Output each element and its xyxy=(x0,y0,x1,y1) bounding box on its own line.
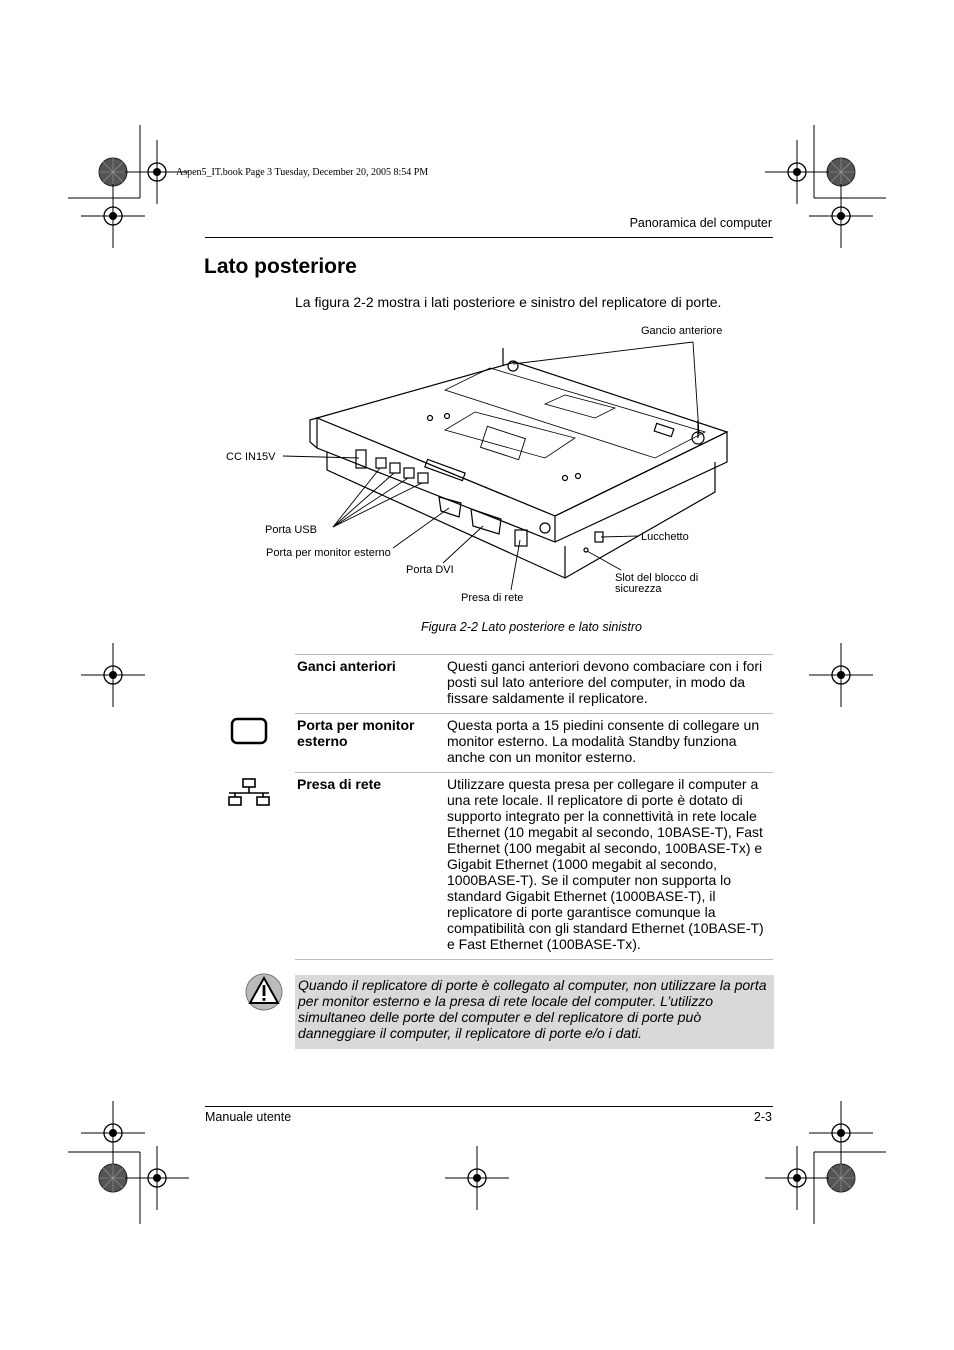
port-replicator-drawing xyxy=(215,320,735,615)
term-cell: Presa di rete xyxy=(295,773,447,960)
definition-cell: Questa porta a 15 piedini consente di collegare un monitor esterno. La modalità Standby funziona anche con un monitor esterno. xyxy=(447,714,773,773)
monitor-icon xyxy=(228,716,268,746)
description-table xyxy=(295,654,773,960)
lan-jack xyxy=(515,530,527,546)
print-info-line: Aspen5_IT.book Page 3 Tuesday, December 20, 2005 8:54 PM xyxy=(176,167,429,178)
usb-leader-1 xyxy=(333,468,380,527)
monitor-leader xyxy=(393,508,449,548)
label-porta-usb: Porta USB xyxy=(265,524,317,536)
term-cell: Porta per monitor esterno xyxy=(295,714,447,773)
definition-cell: Questi ganci anteriori devono combaciare con i fori posti sul lato anteriore del computer, in modo da fissare saldamente il replicatore. xyxy=(447,655,773,714)
intro-paragraph: La figura 2-2 mostra i lati posteriore e sinistro del replicatore di porte. xyxy=(295,294,722,310)
table-row xyxy=(295,773,773,960)
warning-icon xyxy=(245,972,283,1012)
label-porta-dvi: Porta DVI xyxy=(406,564,454,576)
label-porta-monitor: Porta per monitor esterno xyxy=(266,547,391,559)
gancio-leader-1 xyxy=(513,342,693,364)
running-header: Panoramica del computer xyxy=(629,216,772,230)
section-title: Lato posteriore xyxy=(204,255,357,278)
label-cc-in: CC IN15V xyxy=(226,451,276,463)
term-cell: Ganci anteriori xyxy=(295,655,447,714)
lucchetto-leader xyxy=(601,536,639,537)
label-slot-line1: Slot del blocco di xyxy=(615,572,699,584)
footer-manual-title: Manuale utente xyxy=(205,1110,292,1124)
usb-leader-3 xyxy=(333,478,408,527)
table-row xyxy=(295,655,773,714)
table-row xyxy=(295,714,773,773)
label-gancio-anteriore: Gancio anteriore xyxy=(641,325,723,337)
gancio-leader-2 xyxy=(693,342,699,434)
port-replicator-figure xyxy=(215,320,735,620)
footer-rule xyxy=(205,1106,773,1107)
warning-note: Quando il replicatore di porte è collegato al computer, non utilizzare la porta per monitor esterno e la presa di rete locale del computer. L’utilizzo simultaneo delle porte del computer e del replicatore di porte può danneggiare il computer, il replicatore di porte e/o i dati. xyxy=(295,975,774,1049)
label-slot-line2: sicurezza xyxy=(615,583,662,595)
label-lucchetto: Lucchetto xyxy=(641,531,689,543)
usb-leader-2 xyxy=(333,473,394,527)
page-number: 2-3 xyxy=(753,1110,772,1124)
slot-leader xyxy=(587,551,621,570)
rete-leader xyxy=(511,540,520,590)
figure-caption: Figura 2-2 Lato posteriore e lato sinistro xyxy=(421,620,642,634)
usb-leader-4 xyxy=(333,483,422,527)
label-presa-rete: Presa di rete xyxy=(461,592,524,604)
header-rule xyxy=(205,237,773,238)
network-icon xyxy=(227,777,271,807)
definition-cell: Utilizzare questa presa per collegare il computer a una rete locale. Il replicatore di porte è dotato di supporto integrato per la connettività in rete locale Ethernet (10 megabit al secondo, 10BASE-T), Fast Ethernet (100 megabit al secondo, 100BASE-Tx) e Gigabit Ethernet (1000 megabit al secondo, 1000BASE-T). Se il computer non supporta lo standard Gigabit Ethernet (1000BASE-T), il replicatore di porte garantisce comunque la compatibilità con gli standard Ethernet (10BASE-T) e Fast Ethernet (100BASE-Tx). xyxy=(447,773,773,960)
